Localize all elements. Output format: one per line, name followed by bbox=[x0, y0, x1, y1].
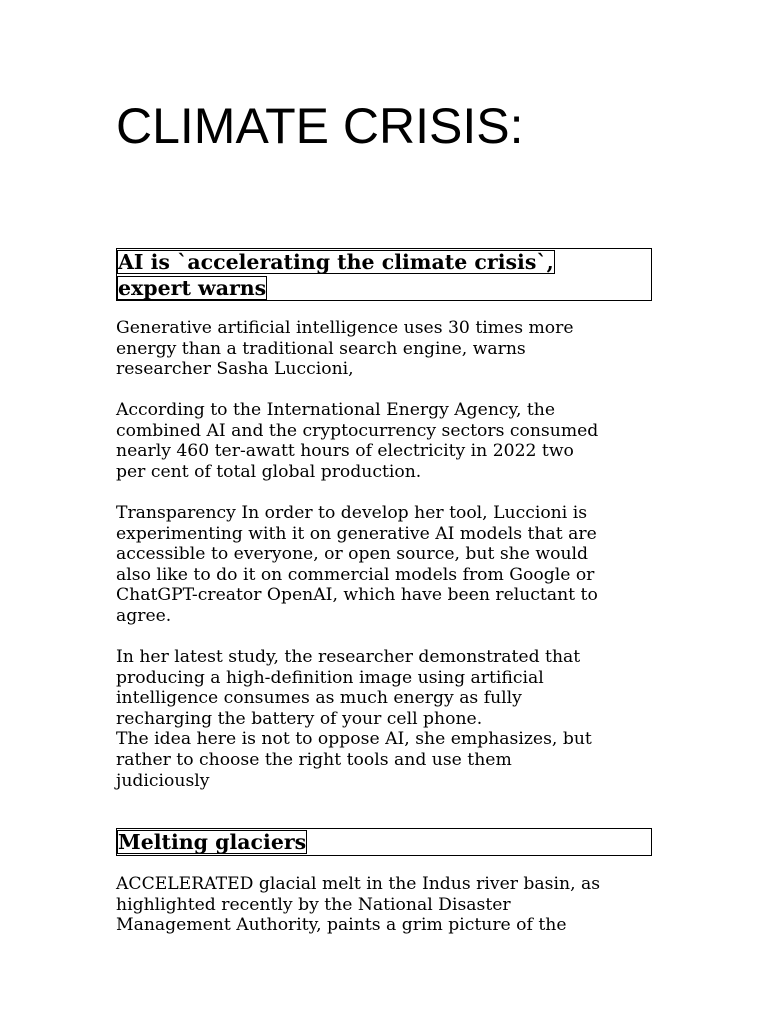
paragraph-glacial-melt: ACCELERATED glacial melt in the Indus river basin, as highlighted recently by the National Disaster Management Authority, paints a grim picture of the bbox=[116, 874, 601, 936]
paragraph-generative-ai-energy: Generative artificial intelligence uses 30 times more energy than a traditional search engine, warns researcher Sasha Luccioni, bbox=[116, 318, 574, 380]
section-heading-box-glaciers bbox=[116, 828, 652, 856]
paragraph-latest-study: In her latest study, the researcher demonstrated that producing a high-definition image using artificial intelligence consumes as much energy as fully recharging the battery of your cell phone. The idea here is not to oppose AI, she emphasizes, but rather to choose the right tools and use them judiciously bbox=[116, 647, 592, 791]
paragraph-iea-consumption: According to the International Energy Agency, the combined AI and the cryptocurrency sectors consumed nearly 460 ter-awatt hours of electricity in 2022 two per cent of total global production. bbox=[116, 400, 599, 482]
section-heading-box-ai bbox=[116, 248, 652, 301]
section-heading-glaciers: Melting glaciers bbox=[118, 830, 307, 854]
section-heading-ai: AI is `accelerating the climate crisis`, expert warns bbox=[118, 250, 554, 300]
document-title: CLIMATE CRISIS: bbox=[116, 98, 524, 154]
paragraph-transparency: Transparency In order to develop her tool, Luccioni is experimenting with it on generative AI models that are accessible to everyone, or open source, but she would also like to do it on commercial models from Google or ChatGPT-creator OpenAI, which have been reluctant to agree. bbox=[116, 503, 598, 626]
